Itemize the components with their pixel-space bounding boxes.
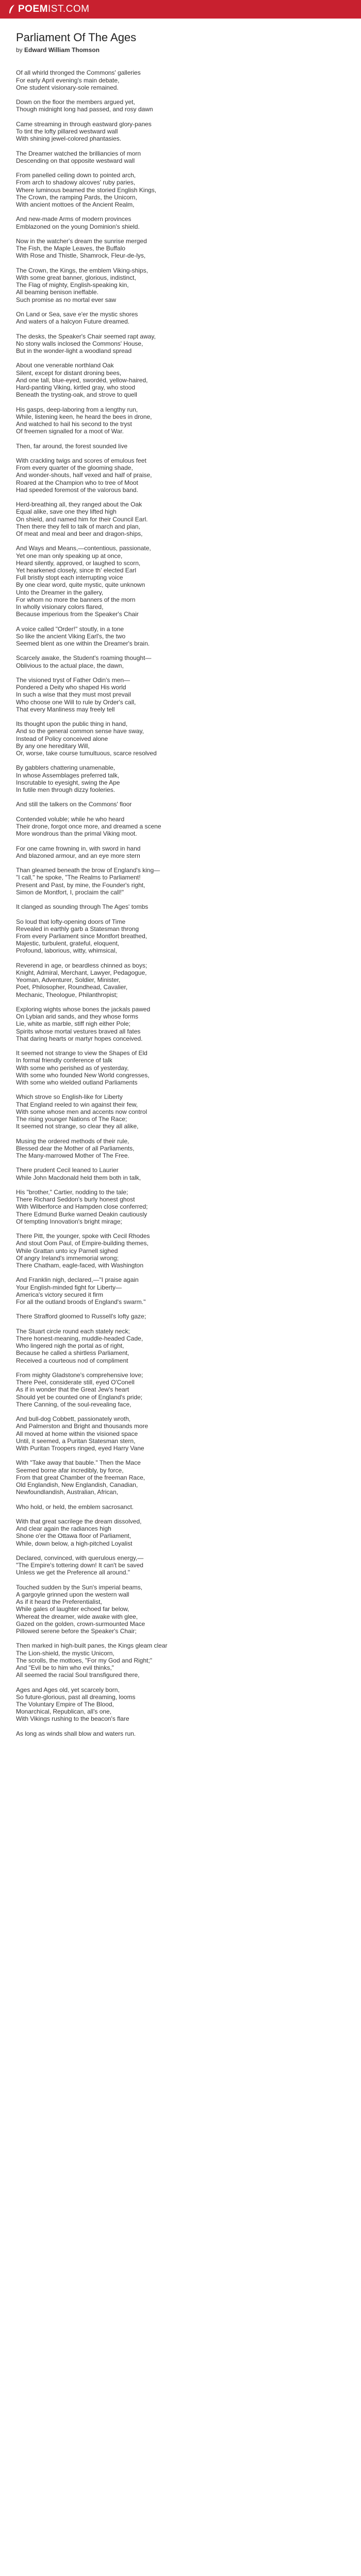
poem-line: The rising younger Nations of The Race; — [16, 1115, 127, 1123]
poem-line: And so the general common sense have sway, — [16, 727, 144, 735]
poem-line: Because imperious from the Speaker's Chair — [16, 611, 139, 618]
poem-line: There prudent Cecil leaned to Laurier — [16, 1166, 119, 1174]
poem-line: Down on the floor the members argued yet, — [16, 98, 135, 106]
poem-line: There honest-meaning, muddle-headed Cade, — [16, 1334, 143, 1342]
poem-line: Which strove so English-like for Liberty — [16, 1093, 123, 1101]
poem-line: For one came frowning in, with sword in hand — [16, 844, 141, 852]
poem-line: From that great Chamber of the freeman Race, — [16, 1473, 145, 1481]
poem-line: Musing the ordered methods of their rule, — [16, 1137, 129, 1145]
poem-line: About one venerable northland Oak — [16, 362, 114, 369]
poem-line: The Voluntary Empire of The Blood, — [16, 1700, 114, 1708]
poem-line: In futile men through dizzy fooleries. — [16, 786, 116, 793]
poem-stanza — [16, 1189, 346, 1225]
byline-prefix: by — [16, 46, 23, 54]
poem-stanza — [16, 1371, 346, 1408]
poem-line: While John Macdonald held them both in talk, — [16, 1174, 141, 1181]
poem-line: But in the wonder-light a woodland spread — [16, 347, 132, 354]
poem-line: With Rose and Thistle, Shamrock, Fleur-de-lys, — [16, 252, 146, 260]
poem-line: Ages and Ages old, yet scarcely born, — [16, 1686, 120, 1693]
poem-body — [16, 69, 346, 1737]
poem-line: All moved at home within the visioned space — [16, 1430, 138, 1437]
poem-stanza — [16, 1642, 346, 1679]
poem-line: Inscrutable to eyesight, swing the Ape — [16, 778, 120, 786]
poem-stanza — [16, 1415, 346, 1452]
poem-stanza — [16, 1518, 346, 1547]
poem-line: As long as winds shall blow and waters run. — [16, 1730, 136, 1737]
poem-line: Shone o'er the Ottawa floor of Parliament, — [16, 1532, 132, 1540]
poem-line: Should yet be counted one of England's pride; — [16, 1393, 143, 1401]
poem-line: Hard-panting Viking, kirtled gray, who stood — [16, 383, 136, 391]
poem-stanza — [16, 1166, 346, 1181]
poem-line: Then, far around, the forest sounded live — [16, 442, 128, 450]
poem-line: And watched to hail his second to the tryst — [16, 420, 132, 428]
poem-line: Who lingered nigh the portal as of right, — [16, 1342, 124, 1350]
poem-line: There Canning, of the soul-revealing face, — [16, 1400, 132, 1408]
poem-line: And blazoned armour, and an eye more stern — [16, 852, 140, 859]
poem-stanza — [16, 918, 346, 955]
poem-stanza — [16, 1049, 346, 1086]
poem-stanza — [16, 501, 346, 537]
poem-stanza — [16, 121, 346, 143]
poem-line: Unto the Dreamer in the gallery, — [16, 588, 104, 596]
poem-line: No stony walls inclosed the Commons' House, — [16, 340, 143, 347]
poem-line: The Stuart circle round each stately neck; — [16, 1327, 130, 1335]
poem-line: On shield, and named him for their Council Earl. — [16, 515, 148, 523]
poem-stanza — [16, 1093, 346, 1130]
poem-line: In such a wise that they must most prevail — [16, 691, 131, 699]
poem-line: Of all whirld thronged the Commons' galleries — [16, 69, 141, 77]
poem-stanza — [16, 545, 346, 618]
poem-line: Because he called a shirtless Parliament, — [16, 1349, 129, 1357]
poem-line: From arch to shadowy alcoves' ruby paries, — [16, 179, 136, 187]
poem-line: It clanged as sounding through The Ages' tombs — [16, 903, 149, 911]
poem-line: While Grattan unto icy Parnell sighed — [16, 1247, 118, 1255]
poem-line: With that great sacrilege the dream dissolved, — [16, 1517, 142, 1525]
logo-main: POEM — [18, 4, 48, 14]
poem-line: Heard silently, approved, or laughed to scorn, — [16, 559, 141, 567]
poem-line: Received a courteous nod of compliment — [16, 1357, 128, 1364]
poem-line: From every Parliament since Montfort breathed, — [16, 932, 147, 940]
poem-line: With some great banner, glorious, indistinct, — [16, 274, 136, 281]
poem-line: Yet hearkened closely, since th' elected Earl — [16, 566, 137, 574]
poem-line: From panelled ceiling down to pointed arch, — [16, 172, 136, 179]
poem-line: There Peel, considerate still, eyed O'Conell — [16, 1379, 135, 1386]
poem-line: While gales of laughter echoed far below, — [16, 1605, 129, 1613]
poem-line: As if in wonder that the Great Jew's heart — [16, 1386, 129, 1394]
poem-line: Exploring wights whose bones the jackals pawed — [16, 1005, 151, 1013]
poem-line: While, down below, a high-pitched Loyalist — [16, 1539, 133, 1547]
poem-line: It seemed not strange to view the Shapes of Eld — [16, 1049, 147, 1057]
poem-stanza — [16, 816, 346, 838]
poem-line: And Ways and Means,—contentious, passionate, — [16, 545, 151, 552]
poem-line: Gazed on the golden, crown-surmounted Mace — [16, 1620, 145, 1628]
poem-stanza — [16, 867, 346, 896]
poem-stanza — [16, 1730, 346, 1737]
poem-line: With some who wielded outland Parliaments — [16, 1078, 138, 1086]
poem-line: While, listening keen, he heard the bees in drone, — [16, 413, 152, 420]
poem-line: One student visionary-sole remained. — [16, 83, 119, 91]
poem-line: With Vikings rushing to the beacon's flare — [16, 1715, 129, 1723]
poem-line: Seemed blent as one within the Dreamer's brain. — [16, 639, 150, 647]
poem-stanza — [16, 1313, 346, 1320]
poem-line: Or, worse, take course tumultuous, scarce resolved — [16, 749, 157, 757]
poem-line: Poet, Philosopher, Roundhead, Cavalier, — [16, 984, 128, 991]
poem-line: Than gleamed beneath the brow of England's king— — [16, 867, 160, 874]
poem-line: Yet one man only speaking up at once, — [16, 552, 123, 560]
poem-line: Where luminous beamed the storied English Kings, — [16, 186, 157, 194]
poem-line: Until, it seemed, a Puritan Statesman stern, — [16, 1437, 136, 1445]
poem-line: There Strafford gloomed to Russell's lofty gaze; — [16, 1313, 146, 1320]
poem-stanza — [16, 1459, 346, 1496]
poem-stanza — [16, 801, 346, 808]
poem-line: Profound, laborious, witty, whimsical, — [16, 947, 117, 955]
poem-line: Yeoman, Adventurer, Soldier, Minister, — [16, 976, 121, 984]
poem-line: By gabblers chattering unamenable, — [16, 764, 116, 772]
poem-line: Spirits whose mortal vestures braved all fates — [16, 1027, 141, 1035]
poem-line: Of angry Ireland's immemorial wrong; — [16, 1254, 119, 1262]
poem-line: Then marked in high-built panes, the Kings gleam clear — [16, 1642, 168, 1650]
poem-stanza — [16, 172, 346, 208]
poem-line: Its thought upon the public thing in hand, — [16, 720, 128, 728]
poem-line: Of freemen signalled for a moot of War. — [16, 428, 124, 435]
poem-line: Seemed borne afar incredibly, by force, — [16, 1466, 124, 1474]
poem-line: Old Englandish, New Englandish, Canadian, — [16, 1481, 138, 1488]
poem-line: There Richard Seddon's burly honest ghost — [16, 1196, 135, 1204]
poem-line: Now in the watcher's dream the sunrise merged — [16, 237, 147, 245]
poem-line: And Franklin nigh, declared,—"I praise again — [16, 1276, 139, 1284]
poem-line: Oblivious to the actual place, the dawn, — [16, 662, 124, 669]
poem-stanza — [16, 267, 346, 303]
poem-line: With Puritan Troopers ringed, eyed Harry Vane — [16, 1444, 144, 1452]
poem-line: Emblazoned on the young Dominion's shield. — [16, 223, 140, 230]
poem-line: So like the ancient Viking Earl's, the two — [16, 632, 126, 640]
poem-line: Of tempting Innovation's bright mirage; — [16, 1217, 122, 1225]
poem-line: Your English-minded fight for Liberty— — [16, 1283, 122, 1291]
poem-line: The Lion-shield, the mystic Unicorn, — [16, 1649, 114, 1657]
poem-line: By any one hereditary Will, — [16, 742, 90, 750]
poem-line: That every Manliness may freely tell — [16, 705, 115, 713]
poem-line: The scrolls, the mottoes, "For my God and Right;" — [16, 1656, 152, 1664]
poem-line: That daring hearts or martyr hopes conceived. — [16, 1035, 143, 1042]
poem-stanza — [16, 1006, 346, 1042]
poem-line: Roared at the Champion who to tree of Moot — [16, 479, 138, 486]
poem-line: In wholly visionary colors flared, — [16, 603, 104, 611]
poem-stanza — [16, 720, 346, 757]
logo-sub: IST.COM — [47, 4, 90, 14]
poem-line: Pondered a Deity who shaped His world — [16, 684, 126, 691]
site-logo[interactable] — [8, 4, 90, 15]
poem-line: More wondrous than the primal Viking moot. — [16, 830, 137, 838]
poem-line: Their drone, forgot once more, and dreamed a scene — [16, 822, 161, 830]
poem-stanza — [16, 1584, 346, 1635]
poem-line: And "Evil be to him who evil thinks," — [16, 1664, 114, 1671]
poem-line: The Dreamer watched the brilliancies of morn — [16, 149, 141, 157]
poem-stanza — [16, 150, 346, 164]
poem-stanza — [16, 406, 346, 435]
poem-stanza — [16, 962, 346, 998]
poem-line: It seemed not strange, so clear they all alike, — [16, 1123, 139, 1130]
poem-line: Contended voluble; while he who heard — [16, 815, 125, 823]
poem-line: The Flag of mighty, English-speaking kin, — [16, 281, 129, 289]
poem-line: For all the outland broods of England's swarm." — [16, 1298, 146, 1306]
poem-line: Majestic, turbulent, grateful, eloquent, — [16, 940, 120, 947]
poem-line: Who choose one Will to rule by Order's call, — [16, 698, 136, 706]
poem-line: The Many-marrowed Mother of The Free. — [16, 1151, 129, 1159]
poem-line: And clear again the radiances high — [16, 1525, 111, 1533]
poem-line: Blessed dear the Mother of all Parliaments, — [16, 1144, 135, 1152]
poem-line: Of meat and meal and beer and dragon-ships, — [16, 530, 143, 537]
poem-line: Came streaming in through eastward glory-panes — [16, 120, 152, 128]
poem-author[interactable]: Edward William Thomson — [24, 46, 100, 54]
poem-line: Simon de Montfort, I, proclaim the call!" — [16, 888, 124, 896]
poem-line: And Palmerston and Bright and thousands more — [16, 1422, 149, 1430]
poem-line: Mechanic, Theologue, Philanthropist; — [16, 991, 118, 998]
poem-line: The desks, the Speaker's Chair seemed rapt away, — [16, 332, 156, 340]
poem-line: In whose Assemblages preferred talk, — [16, 771, 120, 779]
poem-line: Then there they fell to talk of march and plan, — [16, 522, 140, 530]
poem-line: Pillowed serene before the Speaker's Chair; — [16, 1627, 137, 1635]
poem-line: Reverend in age, or beardless chinned as boys; — [16, 961, 147, 969]
poem-stanza — [16, 443, 346, 450]
poem-line: Scarcely awake, the Student's roaming thought— — [16, 654, 152, 662]
poem-line: Had speeded foremost of the valorous band. — [16, 486, 138, 494]
poem-line: To tint the lofty pillared westward wall — [16, 127, 118, 135]
poem-line: The Fish, the Maple Leaves, the Buffalo — [16, 245, 125, 252]
poem-line: Present and Past, by mine, the Founder's right, — [16, 881, 145, 889]
poem-line: Unless we get the Preference all around." — [16, 1569, 130, 1577]
poem-line: And new-made Arms of modern provinces — [16, 215, 132, 223]
poem-line: And still the talkers on the Commons' floor — [16, 801, 132, 808]
poem-line: By one clear word, quite mystic, quite unknown — [16, 581, 145, 589]
poem-line: As if it heard the Preferentialist, — [16, 1598, 102, 1606]
logo-wordmark — [18, 4, 90, 15]
poem-line: Though midnight long had passed, and rosy dawn — [16, 106, 153, 113]
poem-stanza — [16, 845, 346, 859]
poem-line: And stout Oom Paul, of Empire-building themes, — [16, 1240, 149, 1247]
poem-byline — [16, 46, 346, 54]
poem-line: Silent, except for distant droning bees, — [16, 369, 122, 377]
poem-line: "The Empire's tottering down! It can't be saved — [16, 1562, 143, 1569]
poem-line: A voice called "Order!" stoutly, in a tone — [16, 625, 124, 633]
poem-stanza — [16, 1232, 346, 1269]
poem-stanza — [16, 215, 346, 230]
poem-line: For early April evening's main debate, — [16, 76, 120, 84]
poem-line: Herd-breathing all, they ranged about the Oak — [16, 501, 142, 509]
poem-stanza — [16, 98, 346, 113]
poem-line: With crackling twigs and scores of emulous feet — [16, 456, 146, 464]
poem-line: Equal alike, save one they lifted high — [16, 508, 117, 516]
poem-line: America's victory secured it firm — [16, 1291, 103, 1298]
poem-line: On Lybian arid sands, and they whose forms — [16, 1013, 139, 1021]
poem-line: Revealed in earthly garb a Statesman throng — [16, 925, 139, 933]
poem-stanza — [16, 238, 346, 260]
poem-line: The visioned tryst of Father Odin's men— — [16, 676, 130, 684]
poem-line: Newfoundlandish, Australian, African, — [16, 1488, 119, 1496]
poem-line: There Pitt, the younger, spoke with Cecil Rhodes — [16, 1232, 150, 1240]
poem-line: His "brother," Cartier, nodding to the tale; — [16, 1188, 128, 1196]
poem-line: In formal friendly conference of talk — [16, 1057, 112, 1064]
poem-line: Full bristly stopt each interrupting voice — [16, 574, 123, 582]
poem-stanza — [16, 1138, 346, 1160]
poem-line: Instead of Policy conceived alone — [16, 735, 108, 742]
poem-line: The Crown, the ramping Pards, the Unicorn, — [16, 193, 137, 201]
poem-line: The Crown, the Kings, the emblem Viking-ships, — [16, 266, 148, 274]
poem-line: With some who founded New World congresses, — [16, 1071, 150, 1079]
poem-line: And one tall, blue-eyed, swordéd, yellow-haired, — [16, 376, 148, 384]
quill-icon — [8, 4, 15, 14]
poem-line: And waters of a halcyon Future dreamed. — [16, 318, 130, 326]
poem-line: With some whose men and accents now control — [16, 1108, 147, 1115]
poem-line: With ancient mottoes of the Ancient Realm, — [16, 200, 135, 208]
poem-line: All seemed the racial Soul transfigured there, — [16, 1671, 140, 1679]
poem-line: Who hold, or held, the emblem sacrosanct. — [16, 1503, 134, 1511]
poem-stanza — [16, 1328, 346, 1364]
poem-title: Parliament Of The Ages — [16, 31, 137, 44]
poem-line: So future-glorious, past all dreaming, looms — [16, 1693, 136, 1701]
poem-line: And wonder-shouts, half vexed and half of praise, — [16, 471, 152, 479]
poem-line: That England reeled to win against their few, — [16, 1100, 138, 1108]
poem-line: For whom no more the banners of the morn — [16, 596, 136, 603]
poem-line: Declared, convinced, with querulous energy,— — [16, 1554, 144, 1562]
poem-stanza — [16, 1686, 346, 1723]
poem-line: "I call," he spoke, "The Realms to Parliament! — [16, 874, 141, 882]
poem-container — [16, 31, 346, 1744]
poem-line: Monarchical, Republican, all's one, — [16, 1708, 112, 1716]
poem-stanza — [16, 1554, 346, 1577]
poem-stanza — [16, 69, 346, 91]
poem-line: There Edmund Burke warned Deakin cautiously — [16, 1210, 147, 1218]
poem-line: Touched sudden by the Sun's imperial beams, — [16, 1583, 143, 1591]
poem-line: Beneath the trysting-oak, and strove to quell — [16, 391, 137, 399]
poem-stanza — [16, 764, 346, 793]
poem-stanza — [16, 362, 346, 398]
poem-stanza — [16, 625, 346, 648]
poem-line: With Wilberforce and Hampden close conferred; — [16, 1203, 148, 1211]
poem-line: A gargoyle grinned upon the western wall — [16, 1590, 129, 1598]
poem-line: His gasps, deep-laboring from a lengthy run, — [16, 405, 138, 413]
poem-stanza — [16, 676, 346, 713]
poem-line: There Chatham, eagle-faced, with Washington — [16, 1261, 144, 1269]
poem-line: All beaming benison ineffable. — [16, 289, 99, 296]
poem-line: Such promise as no mortal ever saw — [16, 296, 117, 303]
poem-stanza — [16, 311, 346, 325]
poem-line: With shining jewel-colored phantasies. — [16, 135, 122, 143]
poem-line: From every quarter of the glooming shade, — [16, 464, 133, 472]
poem-stanza — [16, 1276, 346, 1306]
poem-line: Whereat the dreamer, wide awake with glee, — [16, 1613, 138, 1620]
poem-line: Descending on that opposite westward wall — [16, 157, 135, 164]
poem-stanza — [16, 333, 346, 355]
poem-stanza — [16, 1503, 346, 1511]
poem-stanza — [16, 654, 346, 669]
poem-line: So loud that lofty-opening doors of Time — [16, 918, 126, 925]
poem-line: On Land or Sea, save e'er the mystic shores — [16, 310, 138, 318]
poem-line: With some who perished as of yesterday, — [16, 1064, 129, 1072]
poem-line: Lie, white as marble, stiff nigh either Pole; — [16, 1020, 130, 1028]
poem-line: With "Take away that bauble." Then the Mace — [16, 1459, 141, 1467]
poem-line: From mighty Gladstone's comprehensive love; — [16, 1371, 143, 1379]
poem-stanza — [16, 457, 346, 494]
poem-line: Knight, Admiral, Merchant, Lawyer, Pedagogue, — [16, 969, 147, 976]
site-header — [0, 0, 361, 19]
poem-stanza — [16, 903, 346, 910]
poem-line: And bull-dog Cobbett, passionately wroth, — [16, 1415, 131, 1423]
